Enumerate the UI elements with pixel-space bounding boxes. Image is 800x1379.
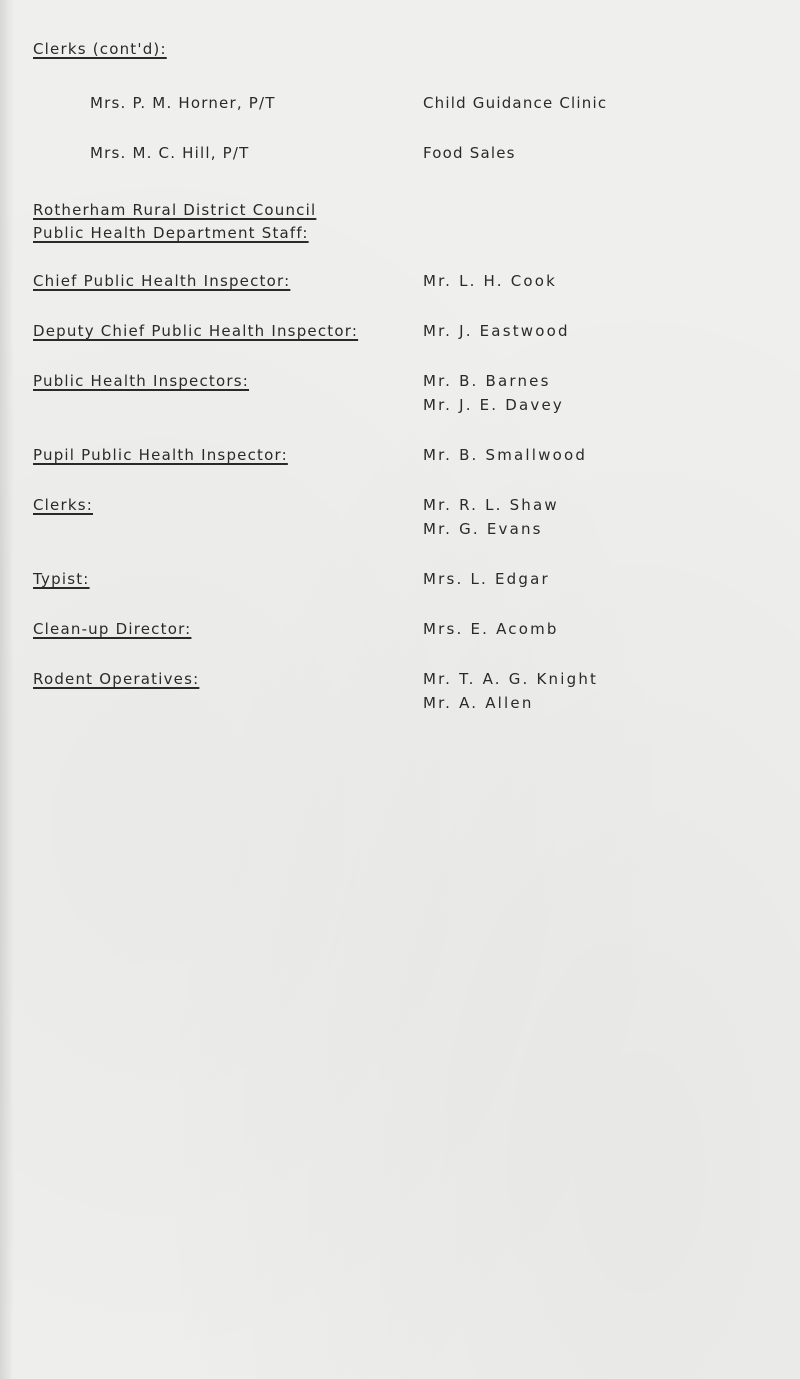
role-label: Deputy Chief Public Health Inspector:: [33, 322, 359, 340]
role-names: [423, 496, 559, 538]
staff-name: Mr. R. L. Shaw: [423, 496, 559, 514]
council-name: Rotherham Rural District Council: [33, 201, 317, 219]
clerk-department: Food Sales: [423, 144, 516, 162]
clerk-department: Child Guidance Clinic: [423, 94, 608, 112]
staff-name: Mr. A. Allen: [423, 694, 534, 712]
role-label: Typist:: [33, 570, 90, 588]
role-label: Clean-up Director:: [33, 620, 192, 638]
role-label: Pupil Public Health Inspector:: [33, 446, 288, 464]
department-staff-heading: Public Health Department Staff:: [33, 224, 309, 242]
role-label: Rodent Operatives:: [33, 670, 200, 688]
clerks-cont-heading: Clerks (cont'd):: [33, 40, 167, 58]
staff-name: Mr. B. Smallwood: [423, 446, 588, 464]
role-label: Chief Public Health Inspector:: [33, 272, 291, 290]
staff-name: Mr. B. Barnes: [423, 372, 551, 390]
role-label: Public Health Inspectors:: [33, 372, 250, 390]
staff-name: Mr. J. Eastwood: [423, 322, 570, 340]
role-names: [423, 272, 557, 290]
clerk-name: Mrs. M. C. Hill, P/T: [90, 144, 250, 162]
role-names: [423, 446, 587, 464]
role-names: [423, 570, 550, 588]
staff-name: Mr. L. H. Cook: [423, 272, 558, 290]
staff-name: Mrs. L. Edgar: [423, 570, 550, 588]
staff-name: Mrs. E. Acomb: [423, 620, 559, 638]
page-edge-shadow: [0, 0, 14, 1379]
role-label: Clerks:: [33, 496, 93, 514]
staff-name: Mr. T. A. G. Knight: [423, 670, 599, 688]
role-names: [423, 322, 570, 340]
staff-name: Mr. J. E. Davey: [423, 396, 564, 414]
clerk-name: Mrs. P. M. Horner, P/T: [90, 94, 276, 112]
role-names: [423, 670, 598, 712]
role-names: [423, 372, 564, 414]
role-names: [423, 620, 559, 638]
staff-name: Mr. G. Evans: [423, 520, 543, 538]
